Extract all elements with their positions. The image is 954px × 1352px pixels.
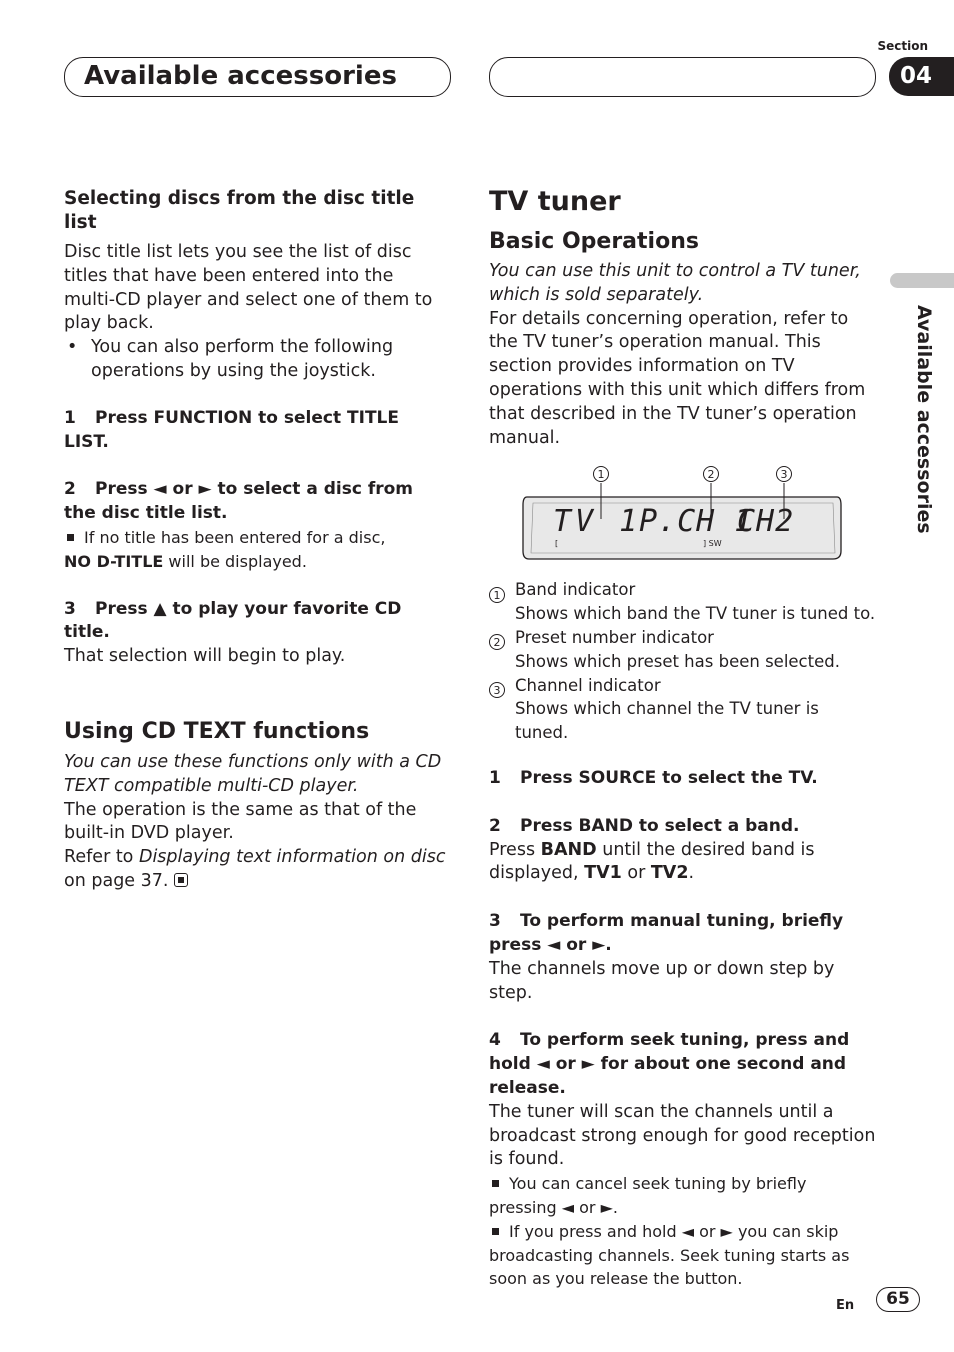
legend-number-icon: 1 <box>489 587 505 603</box>
step-text: To perform seek tuning, press and hold ◄ or ► for about one second and release. <box>489 1030 850 1098</box>
side-tab-marker <box>890 273 954 288</box>
tv-step-4 <box>489 1029 877 1100</box>
note-square-icon <box>67 534 74 541</box>
cd-text-heading: Using CD TEXT functions <box>64 718 370 744</box>
disc-step-3 <box>64 598 448 646</box>
legend-desc: Shows which band the TV tuner is tuned to. <box>515 604 876 624</box>
section-number: 04 <box>889 57 954 96</box>
step-text: Press BAND to select a band. <box>520 815 800 836</box>
legend-item <box>489 626 877 674</box>
legend-text <box>515 674 877 745</box>
tv-step-2-body <box>489 839 877 887</box>
tv-step-2 <box>489 815 877 839</box>
disc-list-heading: Selecting discs from the disc title list <box>64 188 415 233</box>
callout-3-icon: 3 <box>776 466 792 482</box>
disc-list-intro: Disc title list lets you see the list of disc titles that have been entered into the multi-CD player and select one of them to play back. <box>64 242 433 334</box>
tv-step-1 <box>489 767 877 791</box>
tv-intro-italic: You can use this unit to control a TV tuner, which is sold separately. <box>489 261 861 305</box>
step-number: 1 <box>489 767 501 788</box>
step-number: 3 <box>64 598 76 619</box>
cd-text-body2-a: Refer to <box>64 847 139 868</box>
cd-text-italic: You can use these functions only with a CD TEXT compatible multi-CD player. <box>64 751 442 796</box>
legend-desc: Shows which preset has been selected. <box>515 651 840 671</box>
display-figure <box>489 455 877 571</box>
page-title: Available accessories <box>84 61 397 91</box>
display-tiny-left: [ <box>555 539 559 549</box>
cd-text-body2-ref: Displaying text information on disc <box>138 847 446 868</box>
tv-tuner-title: TV tuner <box>489 186 621 217</box>
step-number: 4 <box>489 1030 501 1051</box>
tv-step-4-body: The tuner will scan the channels until a broadcast strong enough for good reception is found. <box>489 1101 876 1170</box>
cd-text-body1: The operation is the same as that of the built-in DVD player. <box>64 799 417 844</box>
display-channel-segment: CH2 <box>737 504 795 540</box>
disc-step-3-body: That selection will begin to play. <box>64 646 346 667</box>
display-tiny-right: ] SW <box>703 539 722 549</box>
text-run: Press <box>489 839 541 860</box>
cd-text-body2-b: on page 37. <box>64 870 169 891</box>
text-run: or <box>621 863 651 884</box>
step-number: 2 <box>489 815 501 836</box>
disc-note-rest: will be displayed. <box>163 551 307 571</box>
note-square-icon <box>492 1180 499 1187</box>
legend-text <box>515 626 840 674</box>
step-number: 2 <box>64 479 76 500</box>
disc-list-bullet-text: You can also perform the following operations by using the joystick. <box>91 337 394 381</box>
text-run-bold: BAND <box>540 839 597 860</box>
step-text: Press ◄ or ► to select a disc from the disc title list. <box>64 479 414 524</box>
footer-language: En <box>836 1298 855 1313</box>
end-mark-icon <box>174 873 188 887</box>
cd-text-body2 <box>64 846 448 894</box>
step-number: 3 <box>489 911 501 932</box>
tv-note-1-text: You can cancel seek tuning by briefly pressing ◄ or ►. <box>489 1174 807 1217</box>
tv-step-3-body: The channels move up or down step by step. <box>489 958 835 1003</box>
text-run-bold: TV2 <box>650 863 689 884</box>
legend-item <box>489 578 877 626</box>
tv-step-3 <box>489 910 877 958</box>
tv-note-2-text: If you press and hold ◄ or ► you can skip broadcasting channels. Seek tuning starts as soon as you release the button. <box>489 1221 850 1289</box>
display-band-segment: TV 1 <box>553 504 642 540</box>
display-preset-segment: P.CH 1 <box>639 504 754 540</box>
text-run-bold: TV1 <box>584 863 622 884</box>
step-number: 1 <box>64 407 76 428</box>
page-number: 65 <box>876 1287 920 1312</box>
side-tab-label: Available accessories <box>913 305 935 534</box>
section-label: Section <box>877 39 928 53</box>
tv-intro-body: For details concerning operation, refer to the TV tuner’s operation manual. This section provides information on TV operations with this unit which differs from that described in the TV tuner’s operation manual. <box>489 308 866 448</box>
legend-item <box>489 674 877 745</box>
step-text: Press FUNCTION to select TITLE LIST. <box>64 407 399 452</box>
text-run: . <box>688 863 695 884</box>
legend-text <box>515 578 875 626</box>
left-column <box>64 187 448 894</box>
note-square-icon <box>492 1228 499 1235</box>
basic-operations-heading: Basic Operations <box>489 229 699 254</box>
step-text: Press SOURCE to select the TV. <box>520 767 818 788</box>
disc-note-bold: NO D-TITLE <box>64 551 164 571</box>
header-blank-frame <box>489 57 876 97</box>
disc-step-2 <box>64 478 448 526</box>
legend-desc: Shows which channel the TV tuner is tuned. <box>515 699 819 743</box>
step-text: Press ▲ to play your favorite CD title. <box>64 598 402 643</box>
legend-list <box>489 578 877 745</box>
legend-title: Preset number indicator <box>515 627 714 647</box>
right-column <box>489 186 877 1291</box>
disc-list-bullet <box>64 336 448 384</box>
disc-note-a: If no title has been entered for a disc, <box>84 527 386 547</box>
text-run: until the desired band is displayed, <box>489 839 815 884</box>
callout-2-icon: 2 <box>703 466 719 482</box>
callout-1-icon: 1 <box>593 466 609 482</box>
tv-note-2 <box>489 1220 877 1291</box>
tv-note-1 <box>489 1172 877 1220</box>
legend-title: Band indicator <box>515 580 636 600</box>
legend-title: Channel indicator <box>515 675 661 695</box>
disc-note <box>64 526 448 574</box>
bullet-dot: • <box>67 337 78 358</box>
legend-number-icon: 3 <box>489 682 505 698</box>
step-text: To perform manual tuning, briefly press ◄ or ►. <box>489 911 844 955</box>
disc-step-1 <box>64 407 448 455</box>
legend-number-icon: 2 <box>489 634 505 650</box>
